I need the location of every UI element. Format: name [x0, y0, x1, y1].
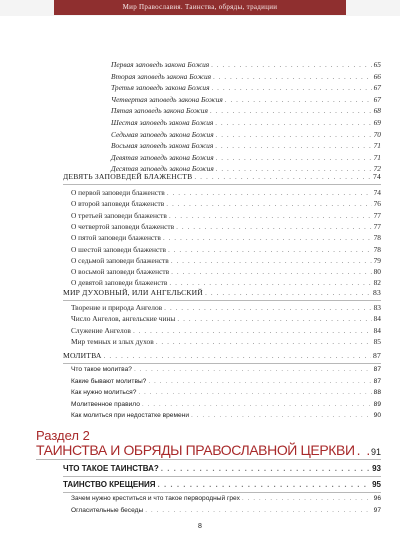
toc-entry-beatitude[interactable]	[71, 256, 381, 265]
toc-entry-page: 70	[373, 129, 381, 139]
dot-leader	[171, 267, 372, 276]
toc-subsection[interactable]	[63, 464, 381, 473]
toc-entry-page: 82	[373, 278, 381, 288]
toc-entry-title: Молитвенное правило	[71, 400, 140, 408]
toc-entry-page: 77	[373, 210, 381, 220]
toc-entry-page: 84	[373, 314, 381, 324]
toc-entry-title: Четвертая заповедь закона Божия	[111, 94, 223, 104]
toc-entry-title: О восьмой заповеди блаженств	[71, 267, 170, 277]
divider	[63, 363, 381, 364]
toc-entry-angels[interactable]	[71, 337, 381, 346]
dot-leader	[213, 72, 372, 81]
toc-entry-beatitude[interactable]	[71, 199, 381, 208]
toc-entry-beatitude[interactable]	[71, 245, 381, 254]
dot-leader	[191, 412, 372, 419]
toc-entry-page: 67	[373, 83, 381, 93]
dot-leader	[148, 378, 371, 385]
dot-leader	[168, 245, 372, 254]
toc-entry-page: 88	[373, 389, 381, 397]
toc-entry-page: 72	[373, 164, 381, 174]
toc-entry-prayer[interactable]	[71, 401, 381, 408]
toc-entry-commandment[interactable]	[111, 164, 381, 173]
toc-entry-title: Восьмая заповедь закона Божия	[111, 141, 214, 151]
divider	[63, 300, 381, 301]
toc-entry-commandment[interactable]	[111, 95, 381, 104]
toc-entry-title: О третьей заповеди блаженств	[71, 210, 167, 220]
dot-leader	[166, 199, 371, 208]
toc-entry-angels[interactable]	[71, 326, 381, 335]
divider	[63, 184, 381, 185]
dot-leader	[211, 60, 371, 69]
toc-heading-prayer[interactable]: МОЛИТВА . . . 87	[63, 351, 381, 360]
toc-entry-prayer[interactable]	[71, 378, 381, 385]
dot-leader	[161, 464, 370, 473]
toc-entry-page: 83	[373, 303, 381, 312]
toc-entry-title: ТАИНСТВО КРЕЩЕНИЯ	[63, 480, 156, 489]
toc-entry-page: 67	[373, 94, 381, 104]
toc-entry-title: О седьмой заповеди блаженств	[71, 255, 169, 265]
toc-entry-title: Что такое молитва?	[71, 366, 132, 373]
toc-section-title[interactable]: ТАИНСТВА И ОБРЯДЫ ПРАВОСЛАВНОЙ ЦЕРКВИ . . . 91	[36, 442, 381, 458]
toc-entry-title: Первая заповедь закона Божия	[111, 60, 210, 69]
toc-entry-page: 89	[373, 400, 381, 408]
toc-entry-page: 80	[373, 267, 381, 277]
toc-entry-title: Мир темных и злых духов	[71, 336, 154, 346]
dot-leader	[225, 95, 372, 104]
toc-entry-beatitude[interactable]	[71, 211, 381, 220]
toc-entry-commandment[interactable]	[111, 60, 381, 69]
dot-leader	[216, 130, 372, 139]
toc-entry-page: 77	[373, 221, 381, 231]
toc-entry-title: Огласительные беседы	[71, 506, 144, 514]
toc-entry-page: 71	[373, 141, 381, 151]
toc-entry-page: 78	[373, 233, 381, 243]
toc-entry-page: 97	[373, 506, 381, 514]
toc-entry-page: 76	[373, 199, 381, 209]
running-header: Мир Православия. Таинства, обряды, традиции	[54, 0, 346, 15]
toc-entry-page: 68	[373, 106, 381, 116]
toc-entry-page: 78	[373, 244, 381, 254]
toc-entry-title: О девятой заповеди блаженств	[71, 278, 168, 288]
toc-entry-title: О пятой заповеди блаженств	[71, 233, 161, 243]
toc-entry-title: Девятая заповедь закона Божия	[111, 152, 214, 162]
toc-entry-title: Зачем нужно креститься и что такое первородный грех	[71, 495, 240, 502]
toc-entry-page: 96	[373, 495, 381, 502]
toc-entry-sacrament[interactable]	[71, 507, 381, 514]
toc-entry-commandment[interactable]	[111, 72, 381, 81]
toc-entry-title: Шестая заповедь закона Божия	[111, 118, 214, 127]
dot-leader	[215, 141, 371, 150]
toc-entry-page: 95	[372, 480, 381, 489]
dot-leader	[177, 314, 371, 323]
dot-leader	[169, 278, 371, 287]
toc-entry-title: Десятая заповедь закона Божия	[111, 164, 214, 174]
dot-leader	[212, 83, 372, 92]
toc-entry-page: 71	[373, 152, 381, 162]
toc-entry-sacrament[interactable]	[71, 495, 381, 502]
toc-heading-angels[interactable]: МИР ДУХОВНЫЙ, ИЛИ АНГЕЛЬСКИЙ . . . 83	[63, 288, 381, 297]
toc-entry-title: Третья заповедь закона Божия	[111, 83, 210, 93]
dot-leader	[138, 389, 371, 396]
toc-heading-beatitudes[interactable]: ДЕВЯТЬ ЗАПОВЕДЕЙ БЛАЖЕНСТВ . . . 74	[63, 172, 381, 181]
toc-entry-page: 69	[373, 118, 381, 127]
toc-entry-title: Творение и природа Ангелов	[71, 303, 163, 312]
toc-entry-page: 87	[373, 366, 381, 373]
toc-entry-angels[interactable]	[71, 303, 381, 312]
toc-entry-title: Как нужно молиться?	[71, 389, 137, 397]
dot-leader	[134, 366, 372, 373]
toc-entry-title: О второй заповеди блаженств	[71, 199, 165, 209]
toc-entry-title: ЧТО ТАКОЕ ТАИНСТВА?	[63, 464, 159, 473]
toc-entry-commandment[interactable]	[111, 153, 381, 162]
dot-leader	[163, 233, 372, 242]
dot-leader	[156, 337, 372, 346]
toc-entry-title: Вторая заповедь закона Божия	[111, 71, 212, 81]
dot-leader	[215, 118, 371, 127]
divider	[36, 459, 381, 460]
toc-entry-prayer[interactable]	[71, 389, 381, 396]
toc-entry-angels[interactable]	[71, 314, 381, 323]
dot-leader	[142, 401, 372, 408]
dot-leader	[210, 106, 372, 115]
toc-entry-page: 79	[373, 255, 381, 265]
toc-entry-page: 66	[373, 71, 381, 81]
toc-entry-page: 74	[373, 188, 381, 197]
toc-entry-title: Как молиться при недостатке времени	[71, 412, 190, 420]
toc-entry-beatitude[interactable]	[71, 267, 381, 276]
toc-entry-page: 85	[373, 336, 381, 346]
dot-leader	[171, 256, 372, 265]
toc-entry-beatitude[interactable]	[71, 233, 381, 242]
toc-entry-title: Седьмая заповедь закона Божия	[111, 129, 214, 139]
dot-leader	[216, 153, 372, 162]
toc-entry-title: Служение Ангелов	[71, 325, 131, 335]
toc-entry-title: Пятая заповедь закона Божия	[111, 106, 208, 116]
toc-entry-title: О первой заповеди блаженств	[71, 188, 165, 197]
section-label: Раздел 2	[36, 428, 90, 443]
dot-leader	[145, 507, 371, 514]
toc-entry-prayer[interactable]	[71, 412, 381, 419]
toc-entry-page: 87	[373, 377, 381, 385]
dot-leader	[164, 303, 371, 312]
divider	[63, 492, 381, 493]
toc-entry-beatitude[interactable]	[71, 278, 381, 287]
toc-entry-page: 84	[373, 325, 381, 335]
toc-entry-beatitude[interactable]	[71, 222, 381, 231]
toc-entry-title: Какие бывают молитвы?	[71, 377, 147, 385]
toc-entry-commandment[interactable]	[111, 106, 381, 115]
toc-entry-page: 65	[373, 60, 381, 69]
dot-leader	[176, 222, 372, 231]
dot-leader	[216, 164, 372, 173]
toc-entry-title: О шестой заповеди блаженств	[71, 244, 166, 254]
toc-entry-page: 93	[372, 464, 381, 473]
toc-entry-title: Число Ангелов, ангельские чины	[71, 314, 176, 324]
divider	[63, 476, 381, 477]
toc-subsection[interactable]	[63, 480, 381, 489]
dot-leader	[167, 188, 372, 197]
toc-entry-commandment[interactable]	[111, 118, 381, 127]
toc-entry-beatitude[interactable]	[71, 188, 381, 197]
toc-entry-title: О четвертой заповеди блаженств	[71, 221, 175, 231]
dot-leader	[133, 326, 372, 335]
dot-leader	[169, 211, 372, 220]
toc-entry-prayer[interactable]	[71, 366, 381, 373]
dot-leader	[242, 495, 372, 502]
toc-entry-page: 90	[373, 412, 381, 420]
toc-entry-commandment[interactable]	[111, 83, 381, 92]
toc-entry-commandment[interactable]	[111, 141, 381, 150]
dot-leader	[158, 480, 371, 489]
toc-entry-commandment[interactable]	[111, 130, 381, 139]
page-number: 8	[198, 523, 202, 530]
